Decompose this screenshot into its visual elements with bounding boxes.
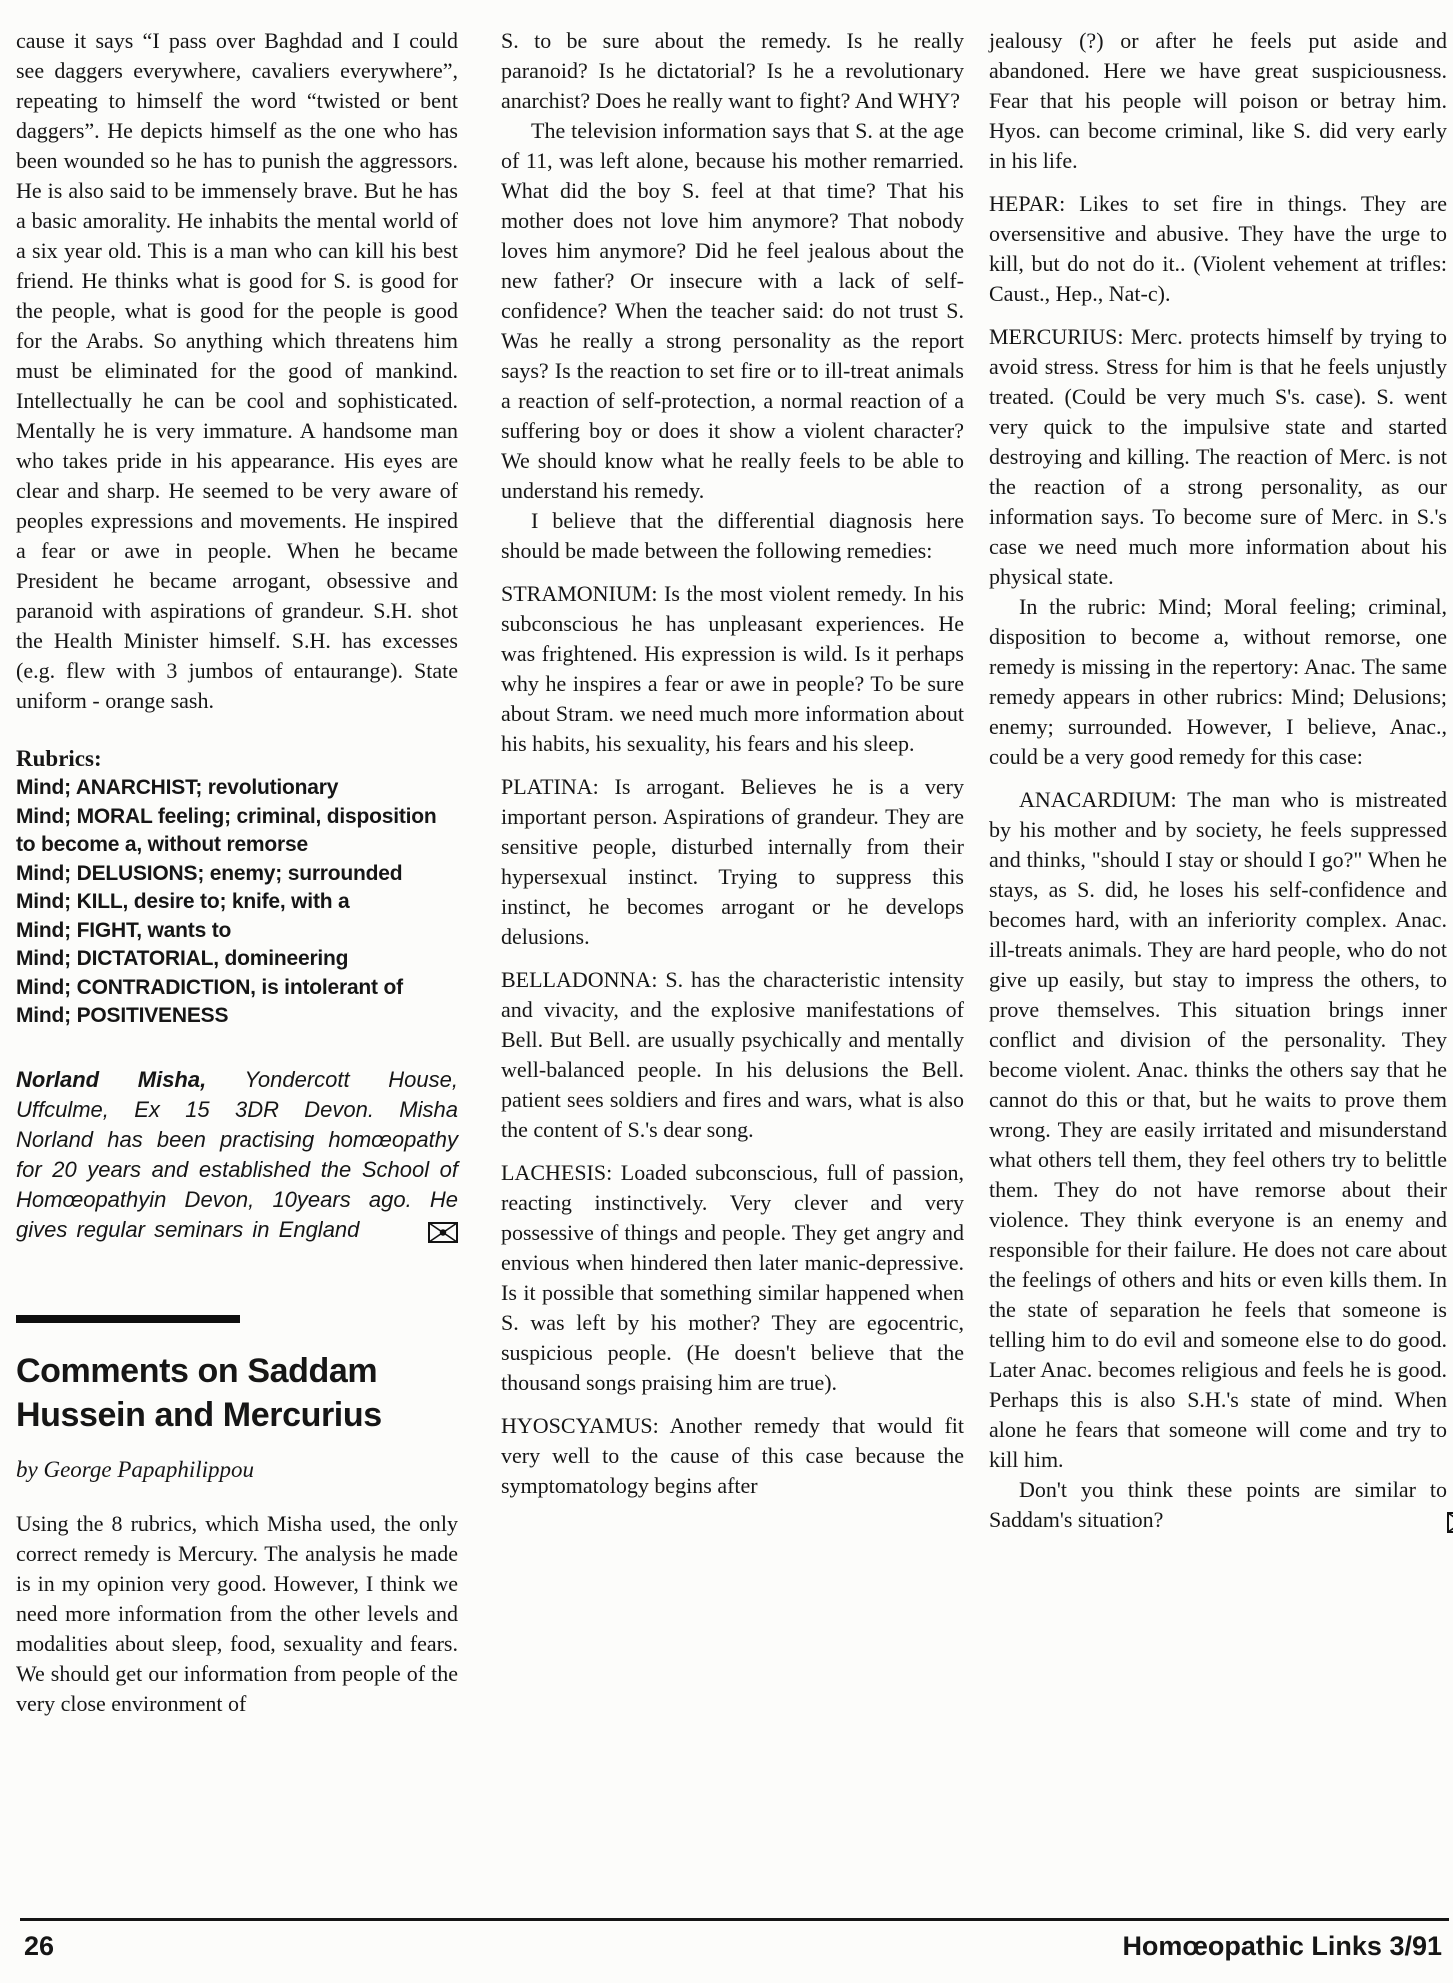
body-paragraph: BELLADONNA: S. has the characteristic intensity and vivacity, and the explosive manifestations of Bell. But Bell. are usually psychically and mentally well-balanced people. In his delusions the Bell. patient sees soldiers and fires and wars, what is also the content of S.'s dear song.: [501, 967, 964, 1142]
rubric-item: Mind; ANARCHIST; revolutionary: [16, 776, 339, 799]
body-paragraph: HEPAR: Likes to set fire in things. They are oversensitive and abusive. They have the urge to kill, but do not do it.. (Violent vehement at trifles: Caust., Hep., Nat-c).: [989, 191, 1447, 306]
page-number: 26: [24, 1931, 55, 1961]
body-paragraph: MERCURIUS: Merc. protects himself by trying to avoid stress. Stress for him is that he feels unjustly treated. (Could be very much S's. case). S. went very quick to the impulsive state and started destroying and killing. The reaction of Merc. is not the reaction of a strong personality, as our information says. To become sure of Merc. in S.'s case we need much more information about his physical state.: [989, 324, 1447, 589]
rubric-item: Mind; FIGHT, wants to: [16, 918, 232, 942]
column-left: [16, 26, 458, 1719]
rubric-item: Mind; MORAL feeling; criminal, disposition to become a, without remorse: [16, 804, 437, 856]
rubric-item: Mind; DELUSIONS; enemy; surrounded: [16, 861, 403, 885]
body-paragraph: I believe that the differential diagnosis here should be made between the following remedies:: [501, 508, 964, 563]
envelope-icon: [428, 1221, 458, 1242]
article-title: Comments on Saddam Hussein and Mercurius: [16, 1351, 382, 1434]
rubric-item: Mind; CONTRADICTION, is intolerant of: [16, 975, 403, 999]
rubric-item: Mind; DICTATORIAL, domineering: [16, 947, 349, 970]
article-byline: by George Papaphilippou: [16, 1456, 255, 1482]
column-middle: [501, 26, 964, 1501]
body-paragraph: PLATINA: Is arrogant. Believes he is a very important person. Aspirations of grandeur. They are sensitive people, disturbed internally from their hypersexual instinct. Trying to suppress this instinct, he becomes arrogant or he develops delusions.: [501, 774, 964, 949]
body-paragraph: Using the 8 rubrics, which Misha used, the only correct remedy is Mercury. The analysis he made is in my opinion very good. However, I think we need more information from the other levels and modalities about sleep, food, sexuality and fears. We should get our information from people of the very close environment of: [16, 1510, 458, 1716]
body-paragraph: In the rubric: Mind; Moral feeling; criminal, disposition to become a, without remorse, one remedy is missing in the repertory: Anac. The same remedy appears in other rubrics: Mind; Delusions; enemy; surrounded. However, I believe, Anac., could be a very good remedy for this case:: [989, 594, 1447, 769]
author-bio: [16, 1065, 458, 1245]
body-paragraph: HYOSCYAMUS: Another remedy that would fit very well to the cause of this case because the symptomatology begins after: [501, 1413, 964, 1498]
body-paragraph: S. to be sure about the remedy. Is he really paranoid? Is he dictatorial? Is he a revolutionary anarchist? Does he really want to fight? And WHY?: [501, 28, 964, 113]
body-paragraph: jealousy (?) or after he feels put aside and abandoned. Here we have great suspiciousness. Fear that his people will poison or betray him. Hyos. can become criminal, like S. did very early in his life.: [989, 28, 1447, 173]
envelope-icon: [1417, 1511, 1447, 1532]
body-paragraph: cause it says “I pass over Baghdad and I could see daggers everywhere, cavaliers everywhere”, repeating to himself the word “twisted or bent daggers”. He depicts himself as the one who has been wounded so he has to punish the aggressors. He is also said to be immensely brave. But he has a basic amorality. He inhabits the mental world of a six year old. This is a man who can kill his best friend. He thinks what is good for S. is good for the people, what is good for the people is good for the Arabs. So anything which threatens him must be eliminated for the good of mankind. Intellectually he can be cool and sophisticated. Mentally he is very immature. A handsome man who takes pride in his appearance. His eyes are clear and sharp. He seemed to be very aware of peoples expressions and movements. He inspired a fear or awe in people. When he became President he became arrogant, obsessive and paranoid with aspirations of grandeur. S.H. shot the Health Minister himself. S.H. has excesses (e.g. flew with 3 jumbos of entaurange). State uniform - orange sash.: [16, 28, 458, 713]
body-paragraph: ANACARDIUM: The man who is mistreated by his mother and by society, he feels suppressed and thinks, "should I stay or should I go?" When he stays, as S. did, he loses his self-confidence and becomes hard, with an inferiority complex. Anac. ill-treats animals. They are hard people, who do not give up easily, but stay to impress the others, to prove themselves. This situation brings inner conflict and division of the personality. They become violent. Anac. thinks the others say that he cannot do this or that, but he waits to prove them wrong. They are easily irritated and misunderstand what others tell them, they feel others try to belittle them. They do not have remorse about their violence. They think everyone is an enemy and responsible for their failure. He does not care about the feelings of others and hits or even kills them. In the state of separation he feels that someone is telling him to do evil and someone else to do good. Later Anac. becomes religious and feels he is good. Perhaps this is also S.H.'s state of mind. When alone he fears that someone will come and try to kill him.: [989, 787, 1447, 1472]
body-paragraph: The television information says that S. at the age of 11, was left alone, because his mother remarried. What did the boy S. feel at that time? That his mother does not love him anymore? That nobody loves him anymore? Did he feel jealous about the new father? Or insecure with a lack of self-confidence? When the teacher said: do not trust S. Was he really a strong personality as the report says? Is the reaction to set fire or to ill-treat animals a reaction of self-protection, a normal reaction of a suffering boy or does it show a violent character? We should know what he really feels to be able to understand his remedy.: [501, 118, 964, 503]
column-right: [989, 26, 1447, 1535]
author-name: Norland Misha,: [16, 1066, 207, 1092]
section-divider-rule: [16, 1315, 240, 1323]
footer-rule: [20, 1918, 1449, 1921]
rubric-item: Mind; KILL, desire to; knife, with a: [16, 890, 350, 913]
body-paragraph: STRAMONIUM: Is the most violent remedy. In his subconscious he has unpleasant experiences. He was frightened. His expression is wild. Is it perhaps why he inspires a fear or awe in people? To be sure about Stram. we need much more information about his habits, his sexuality, his fears and his sleep.: [501, 581, 964, 756]
body-paragraph: Don't you think these points are similar to Saddam's situation?: [989, 1475, 1447, 1535]
author-bio-text: Yondercott House, Uffculme, Ex 15 3DR Devon. Misha Norland has been practising homœopathy for 20 years and established the School of Homœopathyin Devon, 10years ago. He gives regular seminars in England: [16, 1066, 458, 1242]
rubrics-list: [16, 774, 458, 1031]
body-paragraph: LACHESIS: Loaded subconscious, full of passion, reacting instinctively. Very clever and very possessive of things and people. They get angry and envious when hindered then later manic-depressive. Is it possible that something similar happened when S. was left by his mother? They are egocentric, suspicious people. (He doesn't believe that the thousand songs praising him are true).: [501, 1160, 964, 1395]
rubrics-heading: Rubrics:: [16, 746, 102, 771]
journal-footer: Homœopathic Links 3/91: [1122, 1931, 1442, 1961]
rubric-item: Mind; POSITIVENESS: [16, 1004, 229, 1027]
